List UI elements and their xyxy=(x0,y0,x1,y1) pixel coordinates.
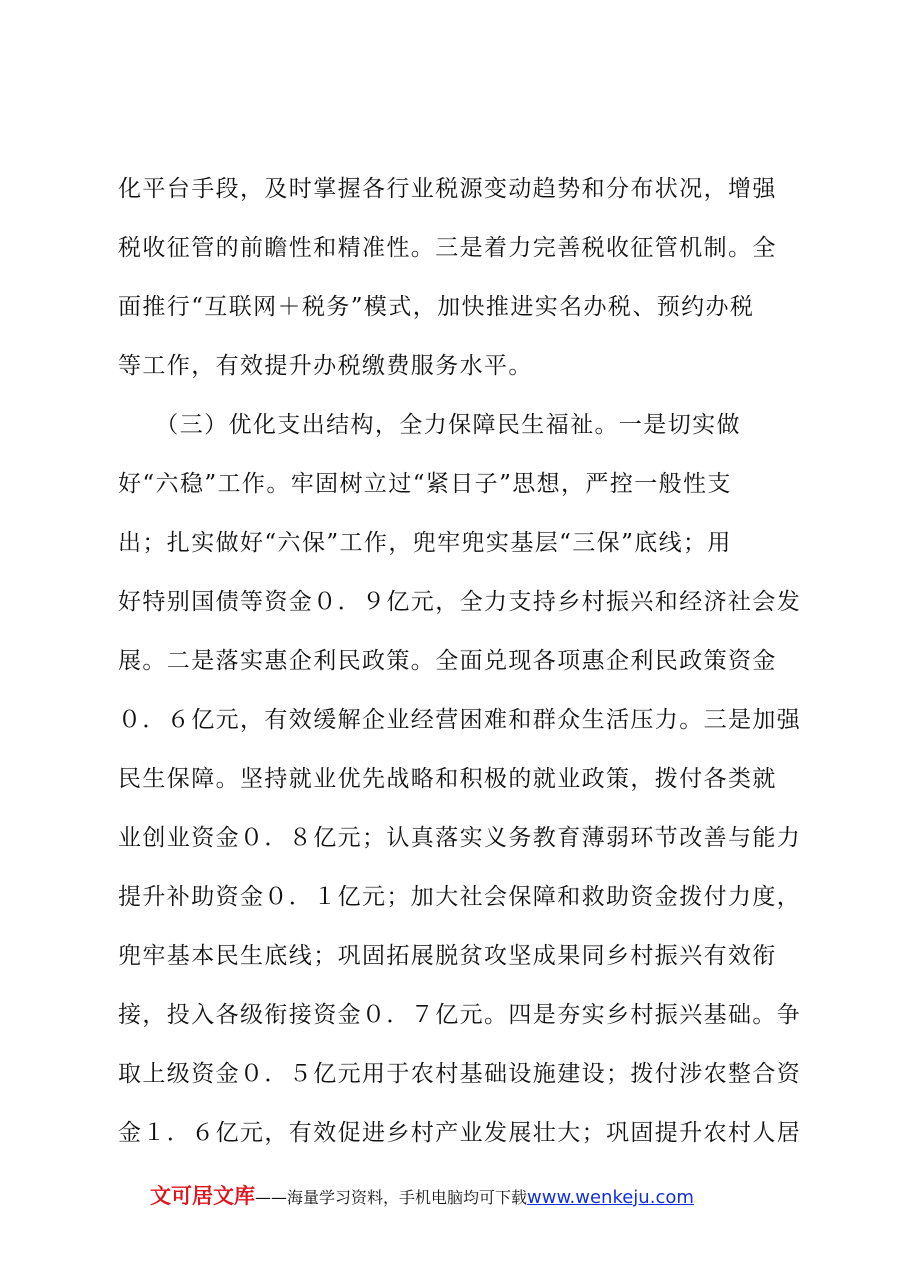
text-line: 面推行“互联网＋税务”模式，加快推进实名办税、预约办税 xyxy=(118,294,755,320)
footer-brand: 文可居文库 xyxy=(150,1184,255,1208)
text-line: 税收征管的前瞻性和精准性。三是着力完善税收征管机制。全 xyxy=(118,235,777,261)
text-line: 提升补助资金０．１亿元；加大社会保障和救助资金拨付力度， xyxy=(118,884,802,910)
text-line: 兜牢基本民生底线；巩固拓展脱贫攻坚成果同乡村振兴有效衔 xyxy=(118,943,777,969)
text-line: 展。二是落实惠企利民政策。全面兑现各项惠企利民政策资金 xyxy=(118,648,777,674)
text-line: 业创业资金０．８亿元；认真落实义务教育薄弱环节改善与能力 xyxy=(118,825,802,851)
text-line: 好特别国债等资金０．９亿元，全力支持乡村振兴和经济社会发 xyxy=(118,589,802,615)
text-line: 化平台手段，及时掌握各行业税源变动趋势和分布状况，增强 xyxy=(118,176,777,202)
footer-website-link[interactable]: www.wenkeju.com xyxy=(527,1187,694,1208)
section-heading-line: （三）优化支出结构，全力保障民生福祉。一是切实做 xyxy=(118,412,741,438)
text-line: 接，投入各级衔接资金０．７亿元。四是夯实乡村振兴基础。争 xyxy=(118,1002,802,1028)
footer-slogan: ——海量学习资料，手机电脑均可下载 xyxy=(255,1188,528,1207)
footer-banner xyxy=(150,1179,790,1213)
text-line: ０．６亿元，有效缓解企业经营困难和群众生活压力。三是加强 xyxy=(118,707,802,733)
text-line: 金１．６亿元，有效促进乡村产业发展壮大；巩固提升农村人居 xyxy=(118,1120,802,1146)
text-line: 等工作，有效提升办税缴费服务水平。 xyxy=(118,353,533,379)
document-body xyxy=(118,160,802,1163)
text-line: 好“六稳”工作。牢固树立过“紧日子”思想，严控一般性支 xyxy=(118,471,732,497)
text-line: 取上级资金０．５亿元用于农村基础设施建设；拨付涉农整合资 xyxy=(118,1061,802,1087)
text-line: 民生保障。坚持就业优先战略和积极的就业政策，拨付各类就 xyxy=(118,766,777,792)
text-line: 出；扎实做好“六保”工作，兜牢兜实基层“三保”底线；用 xyxy=(118,530,732,556)
